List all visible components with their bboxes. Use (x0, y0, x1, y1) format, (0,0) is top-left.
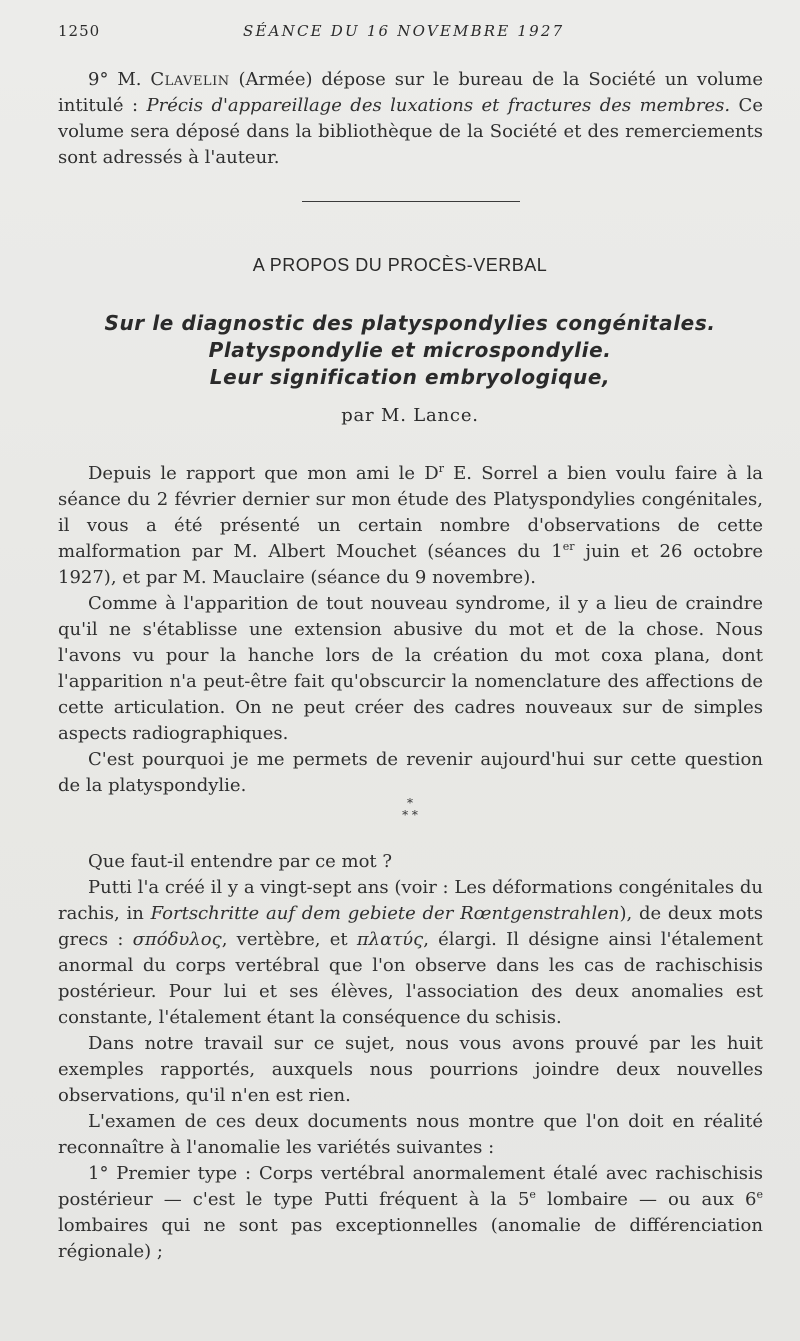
item-text-b: Ce volume sera déposé dans la bibliothèque de la Société et des remerciements sont adressés à l'auteur. (58, 95, 763, 168)
title-line-2: Platyspondylie et microspondylie. (208, 338, 612, 362)
running-title: SÉANCE DU 16 NOVEMBRE 1927 (243, 22, 565, 40)
paragraph-5 (58, 875, 763, 1031)
greek-word-1: σπόδυλος (132, 929, 222, 950)
paragraph-3: C'est pourquoi je me permets de revenir aujourd'hui sur cette question de la platyspondylie. (58, 749, 763, 796)
paragraph-6: Dans notre travail sur ce sujet, nous vous avons prouvé par les huit exemples rapportés, auxquels nous pourrions joindre deux nouvelles observations, qu'il n'en est rien. (58, 1033, 763, 1106)
p8-text-c: lombaires qui ne sont pas exceptionnelles (anomalie de différenciation régionale) ; (58, 1215, 763, 1262)
p1-text-a: Depuis le rapport que mon ami le D (88, 463, 439, 484)
greek-word-2: πλατύς (356, 929, 424, 950)
section-heading: A PROPOS DU PROCÈS-VERBAL (252, 255, 548, 275)
p8-text-b: lombaire — ou aux 6 (535, 1189, 757, 1210)
running-header (58, 22, 762, 46)
book-title: Précis d'appareillage des luxations et fractures des membres. (146, 95, 731, 116)
p5-text-c: , vertèbre, et (221, 929, 357, 950)
article-title (0, 310, 800, 391)
p1-superscript-1: r (438, 462, 444, 475)
author-name: Clavelin (150, 69, 230, 90)
byline: par M. Lance. (341, 405, 479, 426)
p5-text-a: Putti l'a créé il y a vingt-sept ans (voir : Les déformations congénitales du rachis, in (58, 877, 763, 924)
p1-text-b: E. Sorrel a bien voulu faire à la séance du 2 février dernier sur mon étude des Platyspondylies congénitales, il vous a été présenté un certain nombre d'observations de cette malformation par M. Albert Mouchet (séances du 1 (58, 463, 763, 562)
p1-superscript-2: er (562, 540, 575, 553)
page-number: 1250 (58, 22, 101, 40)
item-text-a: (Armée) dépose sur le bureau de la Société un volume intitulé : (58, 69, 763, 116)
journal-title: Fortschritte auf dem gebiete der Rœntgenstrahlen (150, 903, 620, 924)
paragraph-1 (58, 461, 763, 591)
title-line-1: Sur le diagnostic des platyspondylies congénitales. (104, 311, 716, 335)
item-lead: 9° M. (88, 69, 151, 90)
paragraph-2: Comme à l'apparition de tout nouveau syndrome, il y a lieu de craindre qu'il ne s'établisse une extension abusive du mot et de la chose. Nous l'avons vu pour la hanche lors de la création du mot coxa plana, dont l'apparition n'a peut-être fait qu'obscurcir la nomenclature des affections de cette articulation. On ne peut créer des cadres nouveaux sur de simples aspects radiographiques. (58, 593, 763, 744)
p5-text-b: ), de deux mots grecs : (58, 903, 763, 950)
top-item (58, 67, 763, 171)
p8-text-a: 1° Premier type : Corps vertébral anormalement étalé avec rachischisis postérieur — c'est le type Putti fréquent à la 5 (58, 1163, 763, 1210)
p1-text-c: juin et 26 octobre 1927), et par M. Mauclaire (séance du 9 novembre). (58, 541, 764, 588)
paragraph-4: Que faut-il entendre par ce mot ? (88, 851, 393, 872)
item-9-paragraph (58, 67, 763, 171)
asterism-bottom: * * (402, 808, 418, 822)
paragraph-7: L'examen de ces deux documents nous montre que l'on doit en réalité reconnaître à l'anomalie les variétés suivantes : (58, 1111, 763, 1158)
paragraph-8 (58, 1161, 763, 1265)
p8-superscript-1: e (529, 1188, 536, 1201)
p5-text-d: , élargi. Il désigne ainsi l'étalement anormal du corps vertébral que l'on observe dans les cas de rachischisis postérieur. Pour lui et ses élèves, l'association des deux anomalies est constante, l'étalement étant la conséquence du schisis. (58, 929, 763, 1028)
asterism-top: * (407, 796, 413, 810)
section-divider (302, 201, 520, 202)
asterism (390, 797, 430, 827)
p8-superscript-2: e (756, 1188, 763, 1201)
body-block-2 (58, 849, 763, 1265)
body-block-1 (58, 461, 763, 799)
title-line-3: Leur signification embryologique, (209, 365, 611, 389)
